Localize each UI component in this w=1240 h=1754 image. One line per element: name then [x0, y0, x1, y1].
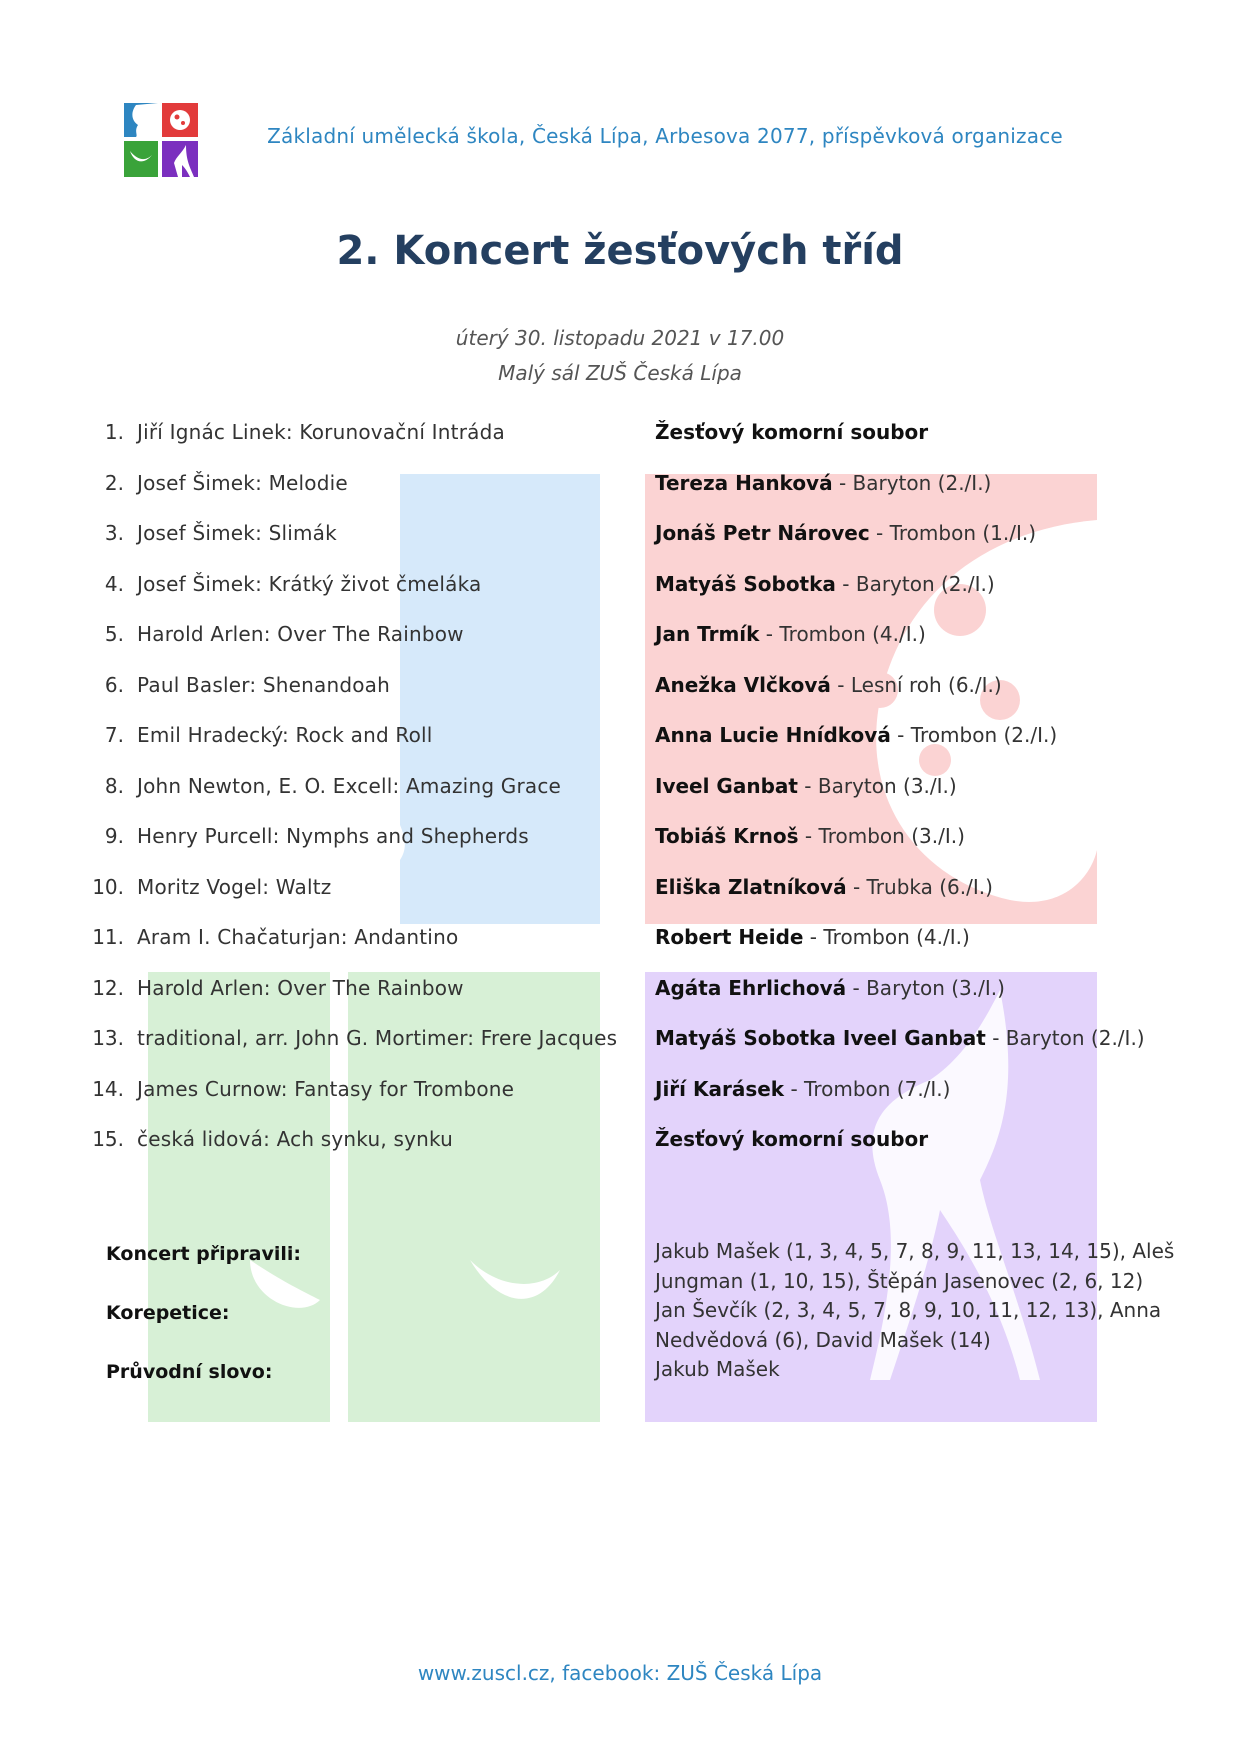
program-piece: Moritz Vogel: Waltz [137, 875, 332, 899]
program-number: 15. [92, 1127, 124, 1151]
program-number: 10. [92, 875, 124, 899]
performer-name: Žesťový komorní soubor [655, 420, 929, 444]
performer-instrument: - Trubka (6./I.) [846, 875, 993, 899]
performer-instrument: - Baryton (3./I.) [797, 774, 957, 798]
performer-instrument: - Lesní roh (6./I.) [830, 673, 1002, 697]
credit-slovo-value: Jakub Mašek [655, 1357, 780, 1381]
performer-instrument: - Trombon (1./I.) [869, 521, 1037, 545]
program-number: 12. [92, 976, 124, 1000]
program-piece: Josef Šimek: Melodie [137, 471, 348, 495]
performer-name: Anna Lucie Hnídková [655, 723, 891, 747]
performer-instrument: - Baryton (2./I.) [985, 1026, 1145, 1050]
program-number: 5. [104, 622, 124, 646]
event-venue: Malý sál ZUŠ Česká Lípa [498, 361, 742, 385]
program-piece: Aram I. Chačaturjan: Andantino [137, 925, 459, 949]
program-performer-line [655, 521, 1175, 545]
performer-name: Iveel Ganbat [655, 774, 798, 798]
program-performer-line [655, 471, 1175, 495]
event-datetime: úterý 30. listopadu 2021 v 17.00 [455, 326, 785, 350]
program-performer-line [655, 1127, 1175, 1151]
performer-instrument: - Baryton (3./I.) [846, 976, 1005, 1000]
performer-instrument: - Trombon (2./I.) [890, 723, 1058, 747]
performer-name: Tobiáš Krnoš [655, 824, 799, 848]
program-performer-line [655, 774, 1175, 798]
program-number: 7. [104, 723, 124, 747]
program-performer-line [655, 1026, 1175, 1050]
performer-name: Jiří Karásek [655, 1077, 785, 1101]
performer-name: Robert Heide [655, 925, 804, 949]
program-number: 11. [92, 925, 124, 949]
credit-korepetice-label: Korepetice: [106, 1302, 230, 1324]
performer-instrument: - Trombon (4./I.) [803, 925, 970, 949]
credit-prepared-label: Koncert připravili: [106, 1243, 301, 1265]
program-performer-line [655, 1077, 1175, 1101]
program-performer-line [655, 875, 1175, 899]
performer-instrument: - Trombon (7./I.) [784, 1077, 951, 1101]
program-piece: Josef Šimek: Krátký život čmeláka [137, 572, 482, 596]
footer-links: www.zuscl.cz, facebook: ZUŠ Česká Lípa [417, 1661, 823, 1685]
program-piece: Paul Basler: Shenandoah [137, 673, 390, 697]
credit-slovo-label: Průvodní slovo: [106, 1361, 273, 1383]
program-number: 2. [104, 471, 124, 495]
performer-name: Matyáš Sobotka Iveel Ganbat [655, 1026, 986, 1050]
performer-instrument: - Trombon (4./I.) [759, 622, 926, 646]
program-piece: James Curnow: Fantasy for Trombone [137, 1077, 515, 1101]
program-piece: Emil Hradecký: Rock and Roll [137, 723, 433, 747]
performer-name: Jonáš Petr Nárovec [655, 521, 870, 545]
performer-instrument: - Baryton (2./I.) [835, 572, 995, 596]
performer-name: Anežka Vlčková [655, 673, 831, 697]
program-piece: John Newton, E. O. Excell: Amazing Grace [137, 774, 562, 798]
program-performer-line [655, 420, 1175, 444]
program-number: 8. [104, 774, 124, 798]
program-performer-line [655, 824, 1175, 848]
program-performer-line [655, 925, 1175, 949]
program-piece: Jiří Ignác Linek: Korunovační Intráda [137, 420, 505, 444]
program-performer-line [655, 622, 1175, 646]
program-number: 9. [104, 824, 124, 848]
school-logo [124, 103, 198, 177]
performer-instrument: - Trombon (3./I.) [798, 824, 965, 848]
performer-name: Jan Trmík [655, 622, 760, 646]
program-piece: Henry Purcell: Nymphs and Shepherds [137, 824, 529, 848]
school-header: Základní umělecká škola, Česká Lípa, Arbesova 2077, příspěvková organizace [267, 124, 1063, 148]
program-number: 14. [92, 1077, 124, 1101]
program-piece: česká lidová: Ach synku, synku [137, 1127, 454, 1151]
program-number: 4. [104, 572, 124, 596]
palette-hole-3 [919, 744, 951, 776]
credit-korepetice-value: Jan Ševčík (2, 3, 4, 5, 7, 8, 9, 10, 11, 12, 13), Anna Nedvědová (6), David Mašek (14) [655, 1298, 1162, 1352]
performer-name: Žesťový komorní soubor [655, 1127, 929, 1151]
credits-values [655, 1237, 1175, 1385]
program-number: 1. [104, 420, 124, 444]
program-performer-line [655, 572, 1175, 596]
credit-prepared-value: Jakub Mašek (1, 3, 4, 5, 7, 8, 9, 11, 13, 14, 15), Aleš Jungman (1, 10, 15), Štěpán Jasenovec (2, 6, 12) [655, 1239, 1175, 1293]
program-performer-line [655, 976, 1175, 1000]
program-number: 13. [92, 1026, 124, 1050]
program-number: 6. [104, 673, 124, 697]
performer-name: Tereza Hanková [655, 471, 833, 495]
performer-name: Eliška Zlatníková [655, 875, 847, 899]
program-piece: Harold Arlen: Over The Rainbow [137, 622, 464, 646]
performer-instrument: - Baryton (2./I.) [832, 471, 992, 495]
program-number: 3. [104, 521, 124, 545]
page-title: 2. Koncert žesťových tříd [336, 228, 904, 274]
program-piece: Harold Arlen: Over The Rainbow [137, 976, 464, 1000]
performer-name: Matyáš Sobotka [655, 572, 836, 596]
program-piece: traditional, arr. John G. Mortimer: Frere Jacques [137, 1026, 618, 1050]
program-piece: Josef Šimek: Slimák [137, 521, 337, 545]
program-performer-line [655, 673, 1175, 697]
performer-name: Agáta Ehrlichová [655, 976, 847, 1000]
program-performer-line [655, 723, 1175, 747]
logo-icon [124, 103, 198, 177]
